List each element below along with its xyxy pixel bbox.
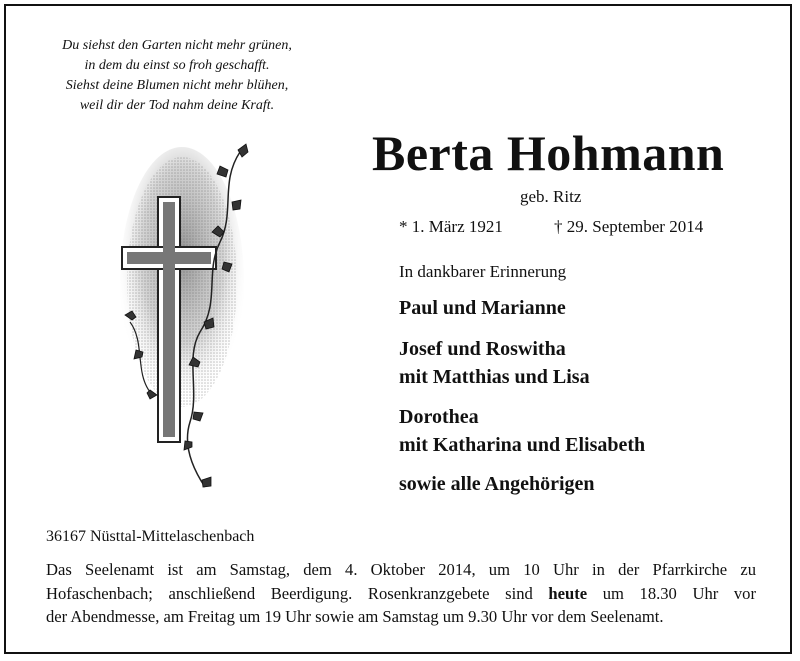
birth-date: * 1. März 1921: [399, 217, 503, 236]
death-date: † 29. September 2014: [554, 217, 704, 236]
life-dates: [399, 217, 704, 237]
mourner-line: mit Matthias und Lisa: [399, 366, 590, 388]
mourner-line: Dorothea: [399, 406, 479, 428]
notice-text: Hofaschenbach; anschließend Beerdigung. Rosenkranzgebete sind: [46, 583, 549, 603]
poem: [22, 36, 332, 116]
mourner-line: mit Katharina und Elisabeth: [399, 434, 646, 456]
notice-line: Das Seelenamt ist am Samstag, dem 4. Oktober 2014, um 10 Uhr in der Pfarrkirche zu: [46, 560, 756, 579]
poem-line: Du siehst den Garten nicht mehr grünen,: [62, 38, 292, 53]
mourner-line: Josef und Roswitha: [399, 338, 566, 360]
funeral-notice: [46, 558, 756, 629]
birth-name: geb. Ritz: [520, 187, 582, 206]
notice-text: um 18.30 Uhr vor: [587, 583, 756, 603]
mourner-line: Paul und Marianne: [399, 297, 566, 319]
notice-line: der Abendmesse, am Freitag um 19 Uhr sowie am Samstag um 9.30 Uhr vor dem Seelenamt.: [46, 607, 664, 626]
poem-line: Siehst deine Blumen nicht mehr blühen,: [65, 78, 289, 93]
address: 36167 Nüsttal-Mittelaschenbach: [46, 528, 255, 545]
deceased-name: Berta Hohmann: [372, 125, 725, 181]
mourner-line: sowie alle Angehörigen: [399, 473, 595, 495]
memory-line: In dankbarer Erinnerung: [399, 262, 567, 281]
notice-line: [46, 582, 756, 606]
poem-line: weil dir der Tod nahm deine Kraft.: [79, 98, 275, 113]
poem-line: in dem du einst so froh geschafft.: [84, 58, 270, 73]
notice-emphasis: heute: [548, 583, 588, 603]
cross-with-ivy-icon: [120, 142, 250, 492]
